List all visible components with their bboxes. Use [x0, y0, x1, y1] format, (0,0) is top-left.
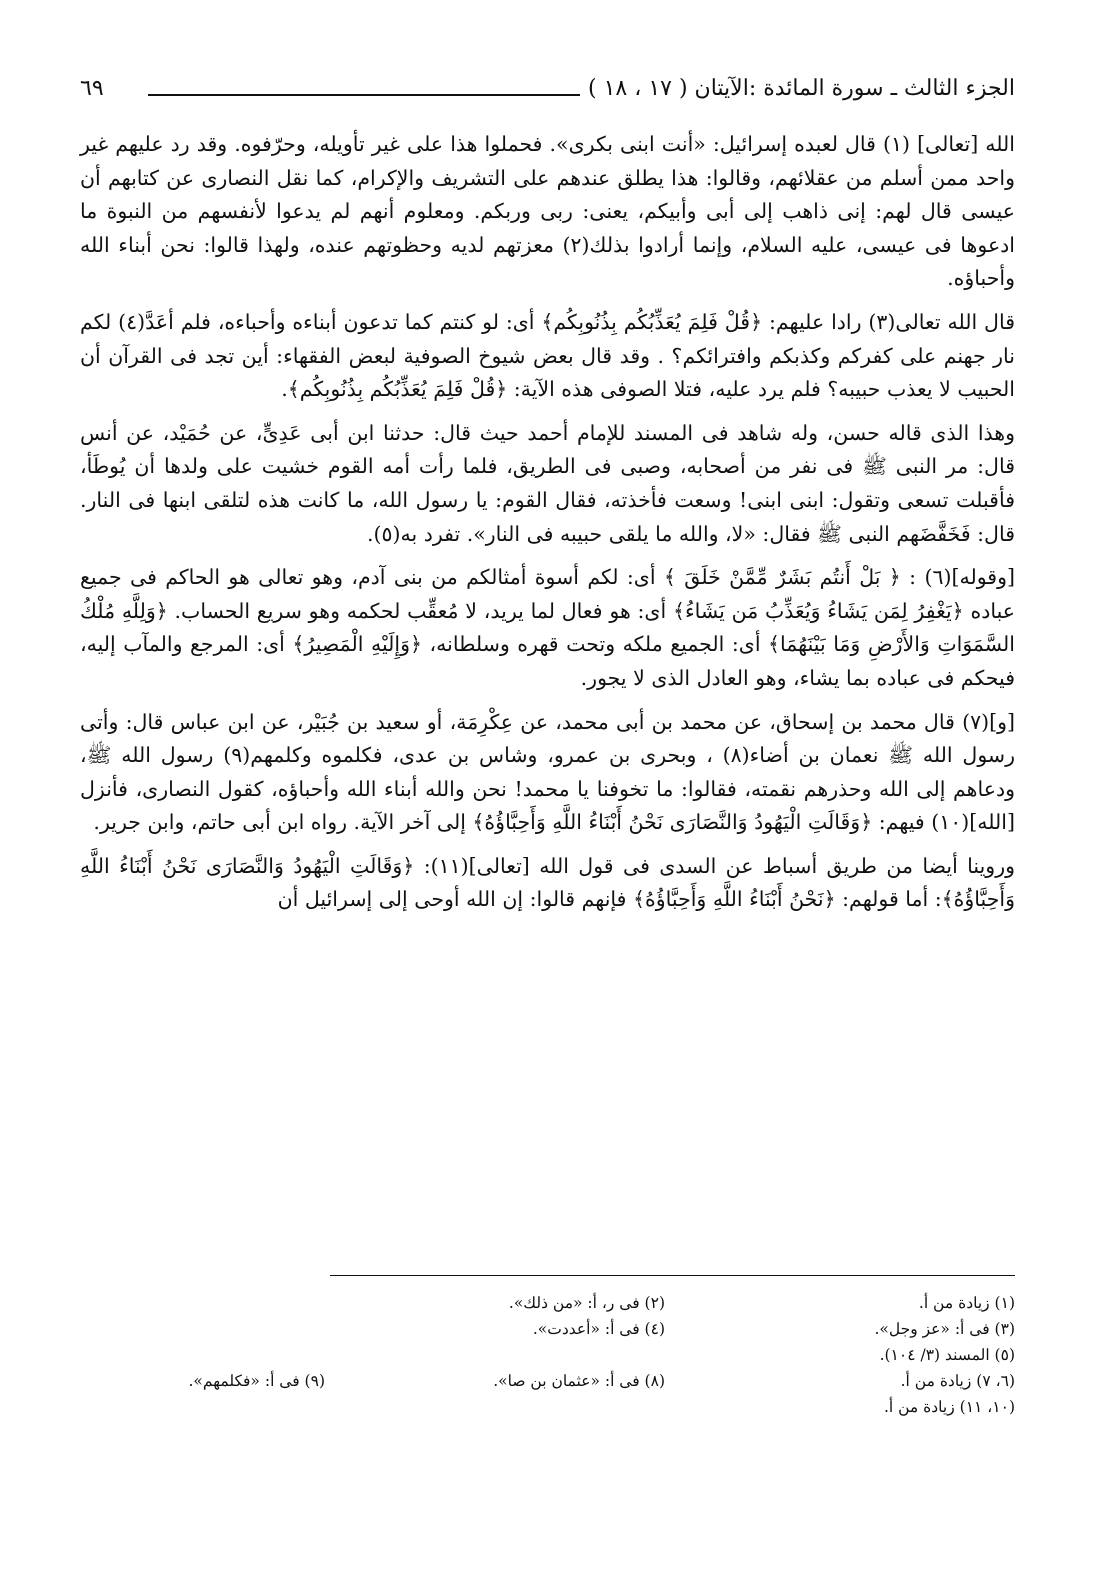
footnote-row [80, 1346, 1015, 1372]
header-rule [148, 94, 580, 96]
footnote-row [80, 1398, 1015, 1424]
footnote-row [80, 1294, 1015, 1320]
footnote-row [80, 1320, 1015, 1346]
paragraph: قال الله تعالى(٣) رادا عليهم: ﴿قُلْ فَلِمَ يُعَذِّبُكُم بِذُنُوبِكُم﴾ أى: لو كنتم كما تدعون أبناءه وأحباءه، فلم أعَدَّ(٤) لكم نار جهنم على كفركم وكذبكم وافترائكم؟ . وقد قال بعض شيوخ الصوفية لبعض الفقهاء: أين تجد فى القرآن أن الحبيب لا يعذب حبيبه؟ فلم يرد عليه، فتلا الصوفى هذه الآية: ﴿قُلْ فَلِمَ يُعَذِّبُكُم بِذُنُوبِكُم﴾. [80, 309, 1015, 402]
footnote: (١٠، ١١) زيادة من أ. [883, 1398, 1015, 1416]
paragraph: [و](٧) قال محمد بن إسحاق، عن محمد بن أبى محمد، عن عِكْرِمَة، أو سعيد بن جُبَيْر، عن ابن عباس قال: وأتى رسول الله ﷺ نعمان بن أضاء(٨) ، وبحرى بن عمرو، وشاس بن عدى، فكلموه وكلمهم(٩) رسول الله ﷺ، ودعاهم إلى الله وحذرهم نقمته، فقالوا: ما تخوفنا يا محمد! نحن والله أبناء الله وأحباؤه، كقول النصارى، فأنزل [الله](١٠) فيهم: ﴿وَقَالَتِ الْيَهُودُ وَالنَّصَارَى نَحْنُ أَبْنَاءُ اللَّهِ وَأَحِبَّاؤُهُ﴾ إلى آخر الآية. رواه ابن أبى حاتم، وابن جرير. [80, 709, 1015, 835]
footnote: (٩) فى أ: «فكلمهم». [188, 1372, 325, 1390]
paragraph: وروينا أيضا من طريق أسباط عن السدى فى قول الله [تعالى](١١): ﴿وَقَالَتِ الْيَهُودُ وَالنَّصَارَى نَحْنُ أَبْنَاءُ اللَّهِ وَأَحِبَّاؤُهُ﴾: أما قولهم: ﴿نَحْنُ أَبْنَاءُ اللَّهِ وَأَحِبَّاؤُهُ﴾ فإنهم قالوا: إن الله أوحى إلى إسرائيل أن [80, 853, 1015, 912]
footnote: (١) زيادة من أ. [918, 1294, 1015, 1312]
paragraph: وهذا الذى قاله حسن، وله شاهد فى المسند للإمام أحمد حيث قال: حدثنا ابن أبى عَدِىٍّ، عن حُمَيْد، عن أنس قال: مر النبى ﷺ فى نفر من أصحابه، وصبى فى الطريق، فلما رأت أمه القوم خشيت على ولدها أن يُوطَأ، فأقبلت تسعى وتقول: ابنى ابنى! وسعت فأخذته، فقال القوم: يا رسول الله، ما كانت هذه لتلقى ابنها فى النار. قال: فَخَفَّضَهم النبى ﷺ فقال: «لا، والله ما يلقى حبيبه فى النار». تفرد به(٥). [80, 420, 1015, 546]
footnote: (٦، ٧) زيادة من أ. [900, 1372, 1015, 1390]
paragraph: [وقوله](٦) : ﴿ بَلْ أَنتُم بَشَرٌ مِّمَّنْ خَلَقَ ﴾ أى: لكم أسوة أمثالكم من بنى آدم، وهو تعالى هو الحاكم فى جميع عباده ﴿يَغْفِرُ لِمَن يَشَاءُ وَيُعَذِّبُ مَن يَشَاءُ﴾ أى: هو فعال لما يريد، لا مُعقِّب لحكمه وهو سريع الحساب. ﴿وَلِلَّهِ مُلْكُ السَّمَوَاتِ وَالأَرْضِ وَمَا بَيْنَهُمَا﴾ أى: الجميع ملكه وتحت قهره وسلطانه، ﴿وَإِلَيْهِ الْمَصِيرُ﴾ أى: المرجع والمآب إليه، فيحكم فى عباده بما يشاء، وهو العادل الذى لا يجور. [80, 565, 1015, 690]
footnote: (٣) فى أ: «عز وجل». [874, 1320, 1015, 1338]
page-number: ٦٩ [80, 76, 104, 101]
header-title: الجزء الثالث ـ سورة المائدة :الآيتان ( ١٧ ، ١٨ ) [588, 76, 1015, 101]
footnotes [80, 1294, 1015, 1424]
main-text [80, 128, 1015, 927]
footnote: (٢) فى ر، أ: «من ذلك». [508, 1294, 665, 1312]
footnote: (٤) فى أ: «أعددت». [532, 1320, 665, 1338]
running-header [80, 76, 1015, 110]
footnote: (٨) فى أ: «عثمان بن صا». [493, 1372, 665, 1390]
footnote-row [80, 1372, 1015, 1398]
footnote: (٥) المسند (٣/ ١٠٤). [879, 1346, 1015, 1364]
paragraph: الله [تعالى] (١) قال لعبده إسرائيل: «أنت ابنى بكرى». فحملوا هذا على غير تأويله، وحرّفوه. وقد رد عليهم غير واحد ممن أسلم من عقلائهم، وقالوا: هذا يطلق عندهم على التشريف والإكرام، كما نقل النصارى عن كتابهم أن عيسى قال لهم: إنى ذاهب إلى أبى وأبيكم، يعنى: ربى وربكم. ومعلوم أنهم لم يدعوا لأنفسهم من النبوة ما ادعوها فى عيسى، عليه السلام، وإنما أرادوا بذلك(٢) معزتهم لديه وحظوتهم عنده، ولهذا قالوا: نحن أبناء الله وأحباؤه. [80, 132, 1016, 291]
footnote-divider [330, 1275, 1015, 1276]
